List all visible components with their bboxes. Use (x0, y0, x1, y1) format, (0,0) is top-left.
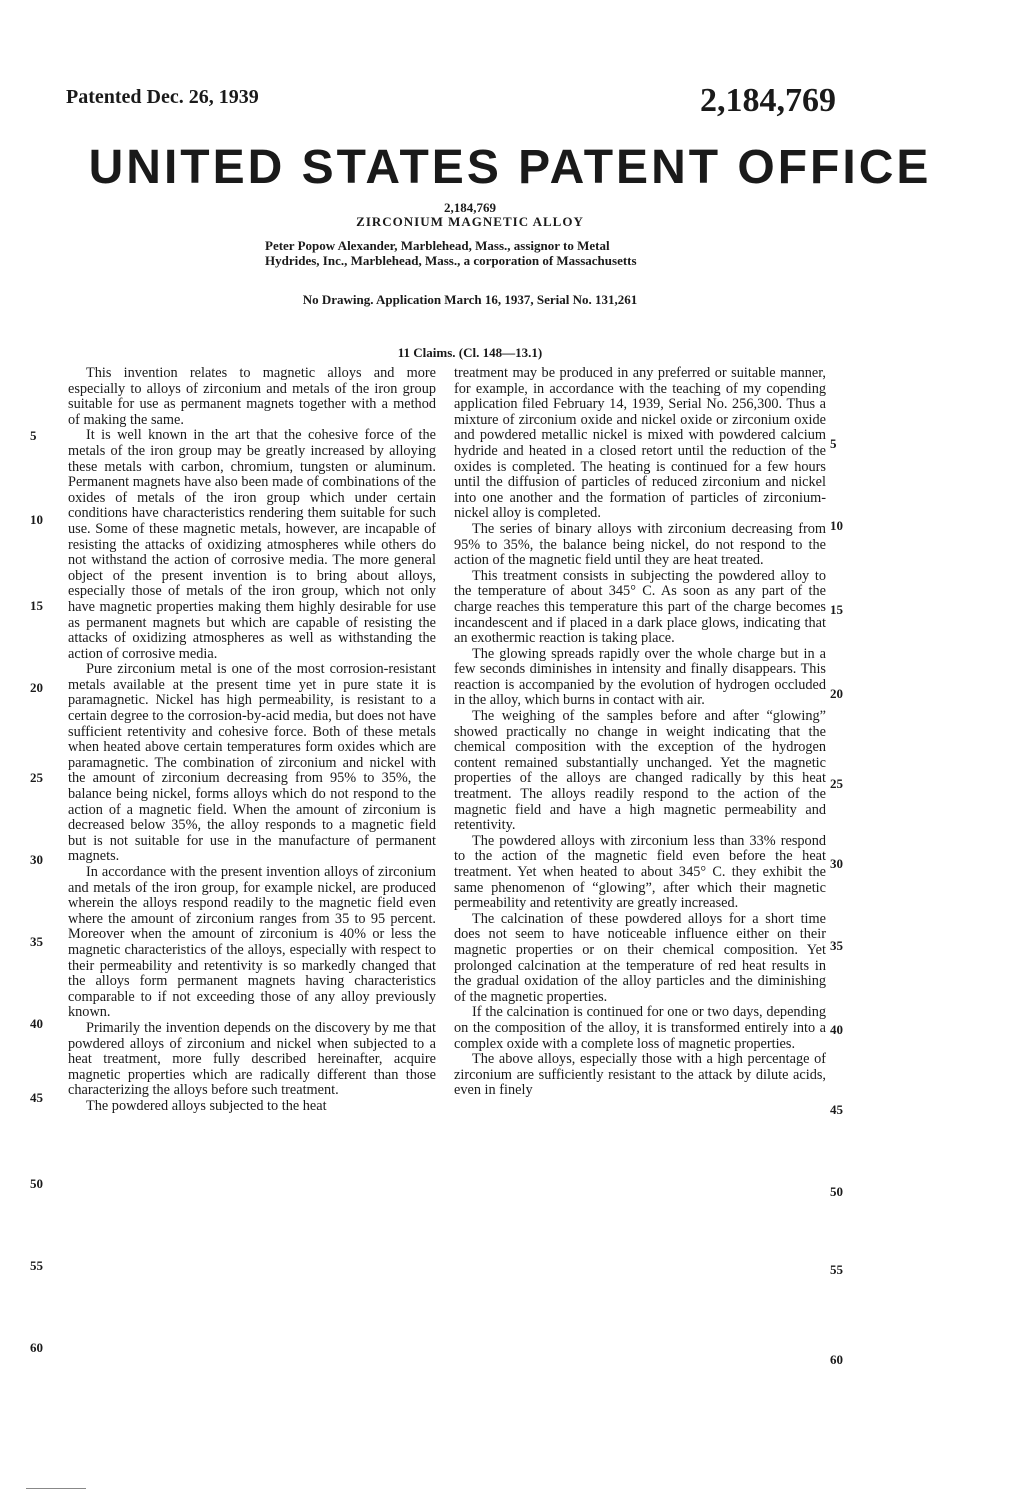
line-number: 60 (30, 1340, 43, 1355)
line-number: 55 (830, 1262, 843, 1277)
application-line: No Drawing. Application March 16, 1937, Serial No. 131,261 (302, 292, 638, 307)
line-number: 45 (30, 1090, 43, 1105)
line-number: 10 (30, 512, 43, 527)
inventor-line: Peter Popow Alexander, Marblehead, Mass., assignor to Metal Hydrides, Inc., Marblehead, Mass., a corporation of Massachusetts (265, 238, 637, 268)
paragraph: Primarily the invention depends on the discovery by me that powdered alloys of zirconium and nickel when subjected to a heat treatment, more fully described hereinafter, acquire magnetic properties which are radically different than those characterizing the alloys before such treatment. (68, 1019, 436, 1099)
line-number: 15 (830, 602, 843, 617)
paragraph: The calcination of these powdered alloys for a short time does not seem to have noticeable influence either on their magnetic properties or on their chemical composition. Yet prolonged calcination at the temperature of red heat results in the gradual oxidation of the alloy particles and the diminishing of the magnetic properties. (454, 910, 826, 1005)
paragraph: treatment may be produced in any preferred or suitable manner, for example, in accordance with the teaching of my copending application filed February 14, 1939, Serial No. 256,300. Thus a mixture of zirconium oxide and nickel oxide or zirconium oxide and powdered metallic nickel is mixed with powdered calcium hydride and heated in a closed retort until the reduction of the oxides is completed. The heating is continued for a few hours until the diffusion of particles of reduced zirconium and nickel into one another and the formation of particles of zirconium-nickel alloy is completed. (454, 365, 826, 522)
line-number: 25 (30, 770, 43, 785)
right-column (454, 366, 826, 1099)
paragraph: This invention relates to magnetic alloys and more especially to alloys of zirconium and metals of the iron group suitable for use as permanent magnets together with a method of making the same. (68, 365, 436, 428)
line-number: 30 (830, 856, 843, 871)
line-number: 30 (30, 852, 43, 867)
line-number: 35 (30, 934, 43, 949)
line-number: 10 (830, 518, 843, 533)
line-number: 5 (830, 436, 837, 451)
paragraph: Pure zirconium metal is one of the most corrosion-resistant metals available at the present time yet in pure state it is paramagnetic. Nickel has high permeability, is resistant to a certain degree to the corrosion-by-acid media, but does not have sufficient retentivity and cohesive force. Both of these metals when heated above certain temperatures form oxides which are paramagnetic. The combination of zirconium and nickel with the amount of zirconium decreasing from 95% to 35%, the balance being nickel, forms alloys which do not respond to the action of a magnetic field. When the amount of zirconium is decreased below 35%, the alloy responds to a magnetic field but is not suitable for use in the manufacture of permanent magnets. (68, 661, 436, 865)
line-number: 15 (30, 598, 43, 613)
paragraph: The weighing of the samples before and after “glowing” showed practically no change in weight indicating that the chemical composition with the exception of the hydrogen content remained substantially unchanged. Yet the magnetic properties of the alloys are changed radically by this heat treatment. The alloys readily respond to the action of the magnetic field and have a high magnetic permeability and retentivity. (454, 708, 826, 834)
line-number: 50 (830, 1184, 843, 1199)
invention-title: ZIRCONIUM MAGNETIC ALLOY (356, 214, 584, 229)
paragraph: In accordance with the present invention alloys of zirconium and metals of the iron group, for example nickel, are produced wherein the alloys respond readily to the magnetic field even where the amount of zirconium ranges from 35 to 95 percent. Moreover when the amount of zirconium is 40% or less the magnetic characteristics of the alloys, especially with respect to their permeability and retentivity is so markedly changed that the alloys form permanent magnets having characteristics comparable to if not exceeding those of any alloy previously known. (68, 864, 436, 1021)
line-number: 5 (30, 428, 37, 443)
line-number: 55 (30, 1258, 43, 1273)
line-number: 60 (830, 1352, 843, 1367)
office-title: UNITED STATES PATENT OFFICE (88, 141, 932, 194)
paragraph: If the calcination is continued for one or two days, depending on the composition of the alloy, it is transformed entirely into a complex oxide with a complete loss of magnetic properties. (454, 1004, 826, 1052)
line-number: 20 (830, 686, 843, 701)
patented-date: Patented Dec. 26, 1939 (66, 86, 259, 108)
paragraph: The powdered alloys with zirconium less than 33% respond to the action of the magnetic field even before the heat treatment. Yet when heated to about 345° C. they exhibit the same phenomenon of “glowing”, after which their magnetic permeability and retentivity are greatly increased. (454, 832, 826, 912)
line-number: 40 (30, 1016, 43, 1031)
line-number: 35 (830, 938, 843, 953)
paragraph: The powdered alloys subjected to the heat (86, 1097, 327, 1114)
line-number: 20 (30, 680, 43, 695)
paragraph: The series of binary alloys with zirconium decreasing from 95% to 35%, the balance being nickel, do not respond to the action of the magnetic field until they are heat treated. (454, 520, 826, 569)
line-number: 45 (830, 1102, 843, 1117)
paragraph: It is well known in the art that the cohesive force of the metals of the iron group may be greatly increased by alloying these metals with carbon, chromium, tungsten or aluminum. Permanent magnets have also been made of combinations of the oxides of metals of the iron group which under certain conditions have characteristics rendering them suitable for such use. Some of these magnetic metals, however, are incapable of resisting the attacks of oxidizing atmospheres while others do not withstand the action of corrosive media. The more general object of the present invention is to bring about alloys, especially those of metals of the iron group, which not only have magnetic properties making them highly desirable for use as permanent magnets but which are capable of resisting the attacks of oxidizing atmospheres as well as withstanding the action of corrosive media. (68, 427, 436, 662)
paragraph: The glowing spreads rapidly over the whole charge but in a few seconds diminishes in intensity and finally disappears. This reaction is accompanied by the evolution of hydrogen occluded in the alloy, which burns in contact with air. (454, 645, 826, 709)
line-number: 25 (830, 776, 843, 791)
patent-number: 2,184,769 (700, 82, 836, 119)
front-patent-number: 2,184,769 (444, 200, 496, 215)
claims-line: 11 Claims. (Cl. 148—13.1) (397, 345, 543, 360)
left-column (68, 366, 436, 1115)
scan-mark (26, 1488, 86, 1489)
line-number: 50 (30, 1176, 43, 1191)
paragraph: This treatment consists in subjecting the powdered alloy to the temperature of about 345° C. As soon as any part of the charge reaches this temperature this part of the charge becomes incandescent and if placed in a dark place glows, indicating that an exothermic reaction is taking place. (454, 567, 826, 647)
line-number: 40 (830, 1022, 843, 1037)
paragraph: The above alloys, especially those with a high percentage of zirconium are sufficiently resistant to the attack by dilute acids, even in finely (454, 1051, 826, 1099)
